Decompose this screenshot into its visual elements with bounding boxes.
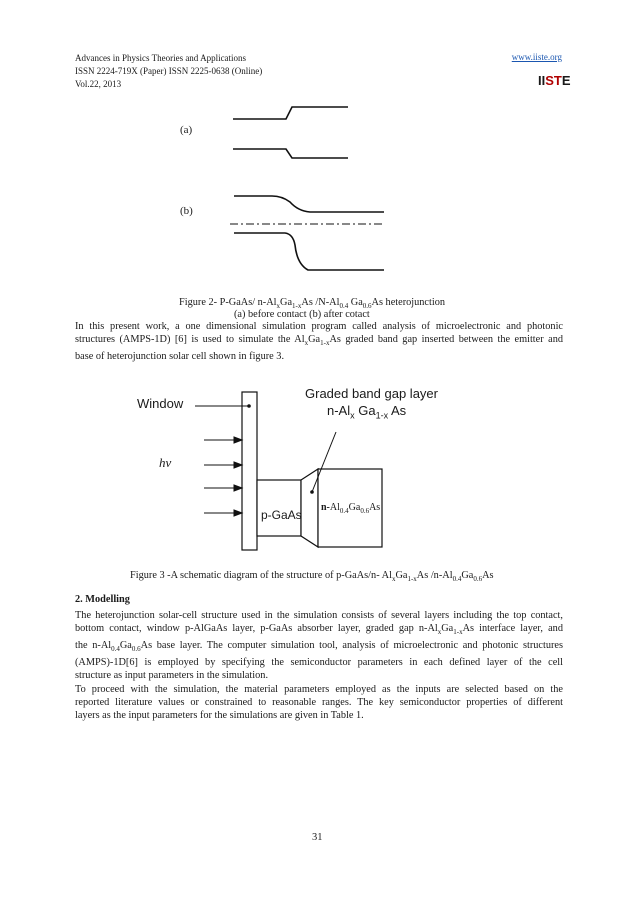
p-gaas-label: p-GaAs xyxy=(261,508,302,522)
light-arrows xyxy=(204,437,242,516)
paragraph-intro: In this present work, a one dimensional simulation program called analysis of microelectronic and photonic structures (AMPS-1D) [6] is used to simulate the $Al_xGa_{1-x}As$ graded band gap inserted between the emitter and base of heterojunction solar cell shown in figure 3. xyxy=(75,321,563,363)
journal-title: Advances in Physics Theories and Applications xyxy=(75,53,247,63)
figure3-caption: Figure 3 -A schematic diagram of the structure of p-GaAs/n- $Al_xGa_{1-x}As$ $/n-Al_{0.4}Ga_{0.6}As$ xyxy=(130,570,494,584)
modelling-paragraph: The heterojunction solar-cell structure used in the simulation consists of several layers including the top contact, bottom contact, window p-AlGaAs layer, p-GaAs absorber layer, graded gap $n-Al_xGa_{1-x}As$ interface layer, and the $n-Al_{0.4}Ga_{0.6}As$ base layer. The computer simulation tool, analysis of microelectronic and photonic structures (AMPS)-1D[6] is employed by specifying the semiconductor parameters in each defined layer of the cell structure as input parameters in the simulation. To proceed with the simulation, the material parameters employed as the inputs are selected based on the reported literature values or constrained to reasonable ranges. The key semiconductor properties of different layers as the input parameters for the simulations are given in Table 1. xyxy=(75,610,564,721)
hv-label: hv xyxy=(159,455,172,470)
section-heading-modelling: 2. Modelling xyxy=(75,594,130,605)
figure2-label-b: (b) xyxy=(180,205,193,217)
n-algaas-label: $n-Al_{0.4}Ga_{0.6}As$ xyxy=(321,502,381,515)
page-number: 31 xyxy=(312,832,323,843)
figure2-caption-line1: Figure 2- P-GaAs/ $n-Al_xGa_{1-x}As$ $/N-Al_{0.4}$ $Ga_{0.6}As$ heterojunction xyxy=(179,297,446,311)
iiste-logo: IISTE xyxy=(538,73,571,88)
graded-pointer-dot xyxy=(310,490,314,494)
graded-label-line1: Graded band gap layer xyxy=(305,386,438,401)
journal-issn: ISSN 2224-719X (Paper) ISSN 2225-0638 (Online) xyxy=(75,66,263,76)
journal-url-link[interactable]: www.iiste.org xyxy=(511,52,562,62)
window-label: Window xyxy=(137,396,184,411)
graded-label-line2: $n-Al_x$ $Ga_{1-x}$ As xyxy=(327,403,407,421)
graded-gap-layer xyxy=(301,469,318,547)
figure2-label-a: (a) xyxy=(180,124,193,136)
figure2-caption-line2: (a) before contact (b) after cotact xyxy=(234,309,370,320)
window-layer xyxy=(242,392,257,550)
journal-volume: Vol.22, 2013 xyxy=(75,79,122,89)
